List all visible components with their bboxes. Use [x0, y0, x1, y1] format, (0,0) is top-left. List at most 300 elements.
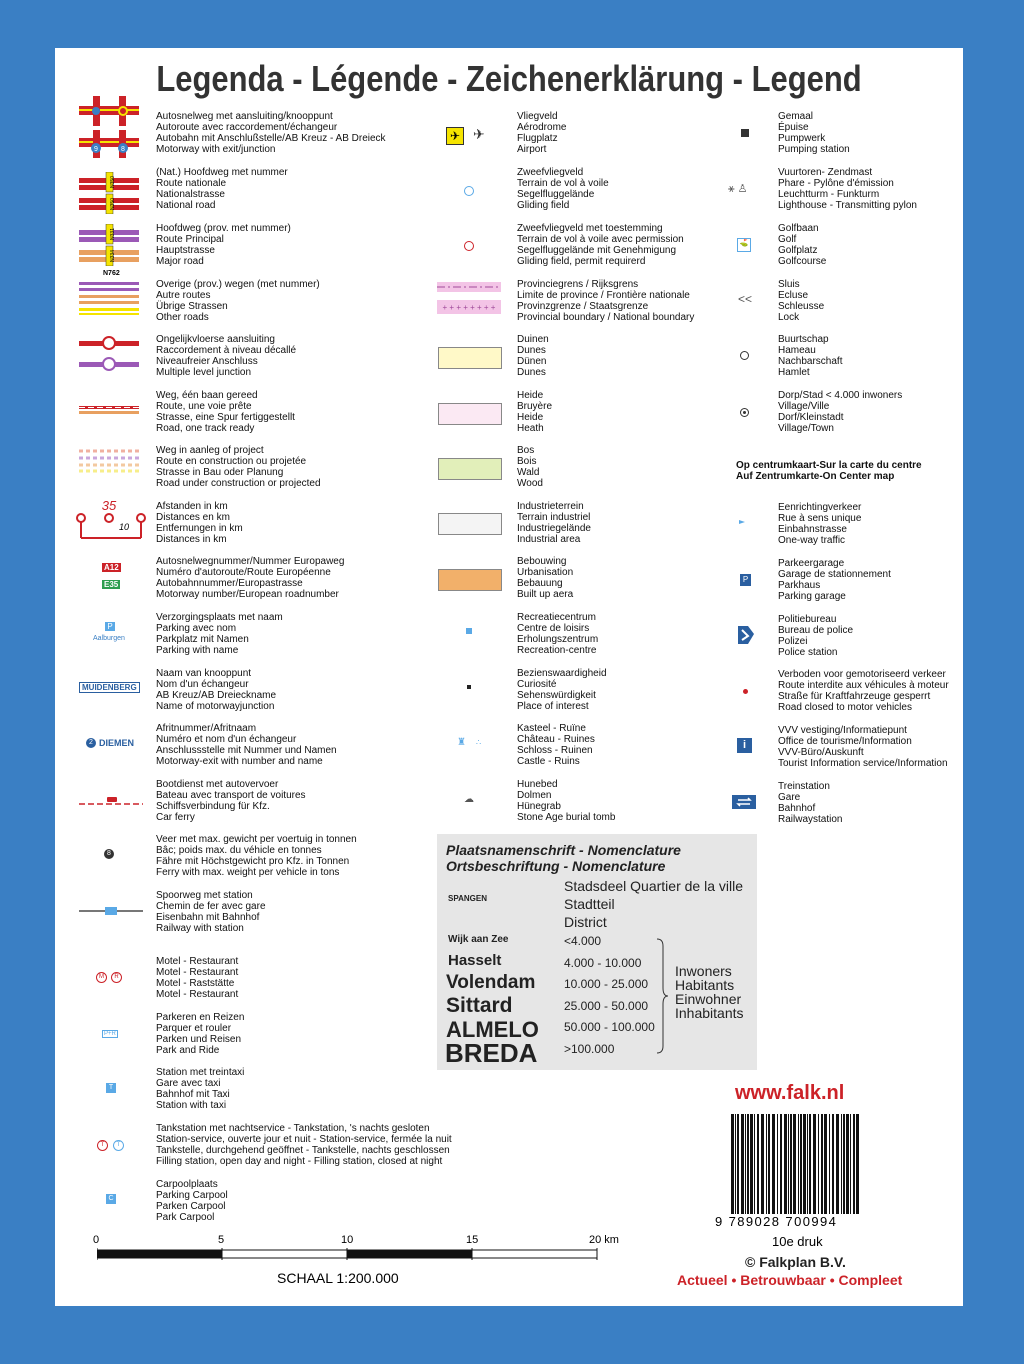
legend-text: Raccordement à niveau décallé [156, 345, 297, 356]
legend-text: Ongelijkvloerse aansluiting [156, 334, 275, 345]
legend-text: Bateau avec transport de voitures [156, 790, 306, 801]
legend-text: Stone Age burial tomb [517, 812, 616, 823]
legend-entry [778, 669, 949, 713]
legend-text: Duinen [517, 334, 549, 345]
legend-text: Road closed to motor vehicles [778, 702, 912, 713]
legend-text: Parkeergarage [778, 558, 845, 569]
legend-entry [778, 167, 917, 211]
edition: 10e druk [772, 1234, 823, 1249]
barcode-bar [829, 1114, 830, 1214]
barcode-bar [788, 1114, 789, 1214]
legend-text: Golfplatz [778, 245, 818, 256]
legend-entry [778, 725, 948, 769]
barcode [729, 1114, 861, 1224]
barcode-bar [777, 1114, 778, 1214]
legend-text: Airport [517, 144, 547, 155]
railway-symbol [79, 906, 143, 916]
scale-tick: 5 [218, 1234, 225, 1246]
golf-icon: ⛳ [737, 238, 751, 252]
european-road-badge: E35 [104, 580, 119, 589]
legend-text: Dunes [517, 367, 546, 378]
legend-text: Nachbarschaft [778, 356, 843, 367]
legend-text: Castle - Ruins [517, 756, 580, 767]
barcode-bar [846, 1114, 849, 1214]
legend-text: Village/Town [778, 423, 834, 434]
airfield-icon: ✈ [473, 126, 485, 142]
legend-text: VVV vestiging/Informatiepunt [778, 725, 907, 736]
legend-text: Built up aera [517, 589, 574, 600]
legend-text: Motel - Restaurant [156, 989, 239, 1000]
legend-text: Hauptstrasse [156, 245, 215, 256]
legend-text: Motel - Restaurant [156, 967, 239, 978]
legend-entry [778, 334, 842, 378]
exit-name: DIEMEN [99, 738, 135, 748]
barcode-bar [757, 1114, 759, 1214]
legend-text: Dünen [517, 356, 547, 367]
legend-text: Strasse, eine Spur fertiggestellt [156, 412, 295, 423]
national-road-symbol [79, 172, 139, 214]
barcode-bar [843, 1114, 845, 1214]
legend-text: Eisenbahn mit Bahnhof [156, 912, 260, 923]
barcode-bar [768, 1114, 770, 1214]
road-construction-symbol [79, 448, 139, 474]
legend-entry [778, 781, 842, 825]
legend-text: Bahnhof [778, 803, 816, 814]
legend-text: Chemin de fer avec gare [156, 901, 266, 912]
legend-text: Provinzgrenze / Staatsgrenze [517, 301, 649, 312]
taxi-icon: T [106, 1083, 116, 1093]
legend-text: One-way traffic [778, 535, 846, 546]
legend-text: Provinciegrens / Rijksgrens [517, 279, 639, 290]
legend-text: Route Principal [156, 234, 224, 245]
gliding-field-icon [464, 186, 474, 196]
legend-entry [156, 223, 291, 267]
legend-entry [778, 223, 826, 267]
legend-text: Verboden voor gemotoriseerd verkeer [778, 669, 946, 680]
legend-text: Parquer et rouler [156, 1023, 232, 1034]
legend-text: Spoorweg met station [156, 890, 253, 901]
barcode-bar [766, 1114, 767, 1214]
legend-text: Golf [778, 234, 797, 245]
legend-text: Motorway with exit/junction [156, 144, 276, 155]
boundary-symbol [437, 282, 501, 318]
legend-text: Lighthouse - Transmitting pylon [778, 200, 917, 211]
scale-tick: 0 [93, 1234, 100, 1246]
page-title: Legenda - Légende - Zeichenerklärung - Legend [156, 58, 862, 99]
legend-text: Parken Carpool [156, 1201, 226, 1212]
legend-text: Anschlussstelle mit Nummer und Namen [156, 745, 337, 756]
recreation-icon [466, 628, 472, 634]
legend-entry [778, 111, 850, 155]
legend-text: Industrieterrein [517, 501, 584, 512]
legend-text: Politiebureau [778, 614, 837, 625]
legend-text: Wood [517, 478, 543, 489]
legend-text: Station met treintaxi [156, 1067, 245, 1078]
legend-text: Parkhaus [778, 580, 821, 591]
town-name: Volendam [446, 972, 536, 993]
legend-text: Hunebed [517, 779, 558, 790]
filling-station-24h-icon: T [97, 1140, 108, 1151]
scale-label: SCHAAL 1:200.000 [277, 1270, 399, 1286]
industrial-swatch [438, 513, 502, 535]
legend-text: Bezienswaardigheid [517, 668, 607, 679]
wood-swatch [438, 458, 502, 480]
legend-entry [517, 779, 615, 823]
legend-text: Hoofdweg (prov. met nummer) [156, 223, 291, 234]
website-link[interactable]: www.falk.nl [735, 1082, 845, 1104]
legend-text: Heath [517, 423, 544, 434]
legend-text: Parking with name [156, 645, 239, 656]
barcode-bar [790, 1114, 792, 1214]
dunes-swatch [438, 347, 502, 369]
legend-text: Vliegveld [517, 111, 558, 122]
legend-text: Garage de stationnement [778, 569, 891, 580]
barcode-bar [803, 1114, 806, 1214]
legend-text: Zweefvliegveld [517, 167, 584, 178]
legend-text: Tourist Information service/Information [778, 758, 948, 769]
barcode-bar [741, 1114, 744, 1214]
legend-text: Numéro et nom d'un échangeur [156, 734, 297, 745]
legend-text: Afstanden in km [156, 501, 228, 512]
town-range: 10.000 - 25.000 [564, 977, 649, 991]
legend-text: Ecluse [778, 290, 809, 301]
legend-text: Multiple level junction [156, 367, 252, 378]
legend-text: Tankstation met nachtservice - Tankstation, 's nachts gesloten [156, 1123, 430, 1134]
legend-text: Phare - Pylône d'émission [778, 178, 894, 189]
legend-text: Curiosité [517, 679, 557, 690]
legend-text: Motel - Raststätte [156, 978, 235, 989]
legend-text: Carpoolplaats [156, 1179, 218, 1190]
legend-text: Autosnelwegnummer/Nummer Europaweg [156, 556, 345, 567]
motorway-number-badge: A12 [104, 563, 119, 572]
legend-text: Bos [517, 445, 535, 456]
one-track-road-symbol [79, 404, 139, 416]
legend-entry [517, 556, 573, 600]
legend-text: Sehenswürdigkeit [517, 690, 596, 701]
legend-text: Name of motorwayjunction [156, 701, 275, 712]
svg-text:+ + + + + + + +: + + + + + + + + [442, 303, 496, 312]
legend-text: Village/Ville [778, 401, 830, 412]
legend-text: Entfernungen in km [156, 523, 243, 534]
legend-text: Nom d'un échangeur [156, 679, 249, 690]
car-ferry-symbol [79, 794, 143, 808]
park-and-ride-icon: P+R [104, 1031, 116, 1037]
police-icon [734, 624, 758, 646]
legend-entry [156, 1123, 452, 1167]
town-name: Sittard [446, 994, 513, 1017]
barcode-bar [784, 1114, 787, 1214]
barcode-bar [850, 1114, 851, 1214]
legend-text: Parkeren en Reizen [156, 1012, 245, 1023]
legend-text: Park Carpool [156, 1212, 215, 1223]
legend-text: Terrain de vol à voile [517, 178, 609, 189]
legend-entry [156, 1067, 244, 1111]
legend-text: Pumpwerk [778, 133, 826, 144]
legend-text: Gliding field [517, 200, 570, 211]
town-range: 25.000 - 50.000 [564, 999, 649, 1013]
legend-entry [156, 556, 344, 600]
restaurant-icon: R [111, 972, 122, 983]
legend-text: Parking garage [778, 591, 846, 602]
legend-entry [778, 614, 853, 658]
legend-entry [517, 334, 549, 378]
legend-text: Wald [517, 467, 540, 478]
town-name: BREDA [445, 1038, 538, 1068]
legend-entry [156, 445, 321, 489]
legend-text: Urbanisation [517, 567, 574, 578]
barcode-bar [750, 1114, 753, 1214]
legend-entry [156, 334, 296, 378]
legend-text: Industriegelände [517, 523, 591, 534]
legend-text: Weg in aanleg of project [156, 445, 264, 456]
legend-text: Motorway-exit with number and name [156, 756, 323, 767]
legend-text: Car ferry [156, 812, 195, 823]
legend-text: Aérodrome [517, 122, 567, 133]
legend-entry [156, 668, 276, 712]
barcode-bar [856, 1114, 859, 1214]
legend-entry [517, 723, 595, 767]
legend-text: Overige (prov.) wegen (met nummer) [156, 279, 320, 290]
legend-text: Bebauung [517, 578, 563, 589]
place-of-interest-icon [467, 685, 471, 689]
legend-text: Parking avec nom [156, 623, 237, 634]
legend-text: Autre routes [156, 290, 211, 301]
legend-text: Kasteel - Ruïne [517, 723, 586, 734]
legend-text: Other roads [156, 312, 209, 323]
legend-text: Schloss - Ruinen [517, 745, 593, 756]
legend-entry [156, 501, 243, 545]
legend-text: Golfbaan [778, 223, 819, 234]
legend-text: Hamlet [778, 367, 810, 378]
legend-text: Leuchtturm - Funkturm [778, 189, 880, 200]
barcode-bar [747, 1114, 749, 1214]
legend-text: Polizei [778, 636, 808, 647]
legend-text: Strasse in Bau oder Planung [156, 467, 284, 478]
scale-tick: 15 [466, 1234, 479, 1246]
legend-text: Road, one track ready [156, 423, 255, 434]
barcode-bar [793, 1114, 796, 1214]
heath-swatch [438, 403, 502, 425]
legend-entry [778, 390, 902, 434]
barcode-bar [818, 1114, 819, 1214]
motorway-symbol [79, 96, 139, 158]
legend-text: Recreation-centre [517, 645, 597, 656]
legend-text: Heide [517, 390, 544, 401]
barcode-bar [761, 1114, 764, 1214]
legend-text: Einbahnstrasse [778, 524, 847, 535]
legend-text: Bâc; poids max. du véhicle en tonnes [156, 845, 322, 856]
district-sample: SPANGEN [448, 894, 487, 903]
legend-text: Zweefvliegveld met toestemming [517, 223, 663, 234]
legend-text: Gliding field, permit requirerd [517, 256, 646, 267]
legend-text: Distances en km [156, 512, 230, 523]
district-label: Stadtteil [564, 896, 615, 912]
road-number: N334 [110, 250, 116, 262]
legend-entry [517, 279, 694, 323]
legend-text: Autobahnnummer/Europastrasse [156, 578, 303, 589]
filling-station-icon: T [113, 1140, 124, 1151]
legend-text: Dorp/Stad < 4.000 inwoners [778, 390, 903, 401]
train-station-icon [732, 795, 756, 809]
barcode-bar [836, 1114, 839, 1214]
legend-text: Fähre mit Höchstgewicht pro Kfz. in Tonnen [156, 856, 350, 867]
legend-text: Gare [778, 792, 801, 803]
legend-text: Straße für Kraftfahrzeuge gesperrt [778, 691, 931, 702]
parking-icon: P [105, 622, 115, 631]
scale-tick: 20 km [589, 1234, 619, 1246]
center-map-header: Op centrumkaart-Sur la carte du centre Auf Zentrumkarte-On Center map [736, 460, 922, 482]
legend-text: Major road [156, 256, 204, 267]
exit-number: 9 [94, 146, 98, 153]
legend-text: Lock [778, 312, 800, 323]
town-name: Hasselt [448, 952, 502, 969]
legend-text: Rue à sens unique [778, 513, 862, 524]
nomenclature-box [437, 834, 757, 1070]
legend-text: Hameau [778, 345, 816, 356]
legend-text: Segelfluggelände [517, 189, 595, 200]
legend-text: Bruyère [517, 401, 553, 412]
gliding-permit-icon [464, 241, 474, 251]
other-roads-symbol [79, 280, 139, 316]
exit-number-icon: 2 [86, 738, 96, 748]
legend-text: Heide [517, 412, 544, 423]
legend-text: Parken und Reisen [156, 1034, 242, 1045]
legend-text: Buurtschap [778, 334, 829, 345]
legend-text: VVV-Büro/Auskunft [778, 747, 864, 758]
legend-text: Route, une voie prête [156, 401, 252, 412]
inhabitants-label: Inwoners Habitants Einwohner Inhabitants [675, 963, 744, 1021]
road-number-label: N762 [103, 270, 120, 277]
barcode-bar [798, 1114, 799, 1214]
barcode-bar [780, 1114, 782, 1214]
legend-text: Dolmen [517, 790, 552, 801]
dolmen-icon: ☁ [464, 794, 474, 805]
legend-text: Station-service, ouverte jour et nuit - Station-service, fermée la nuit [156, 1134, 452, 1145]
barcode-bar [813, 1114, 816, 1214]
legend-entry [517, 445, 543, 489]
legend-text: Bootdienst met autovervoer [156, 779, 279, 790]
legend-text: Treinstation [778, 781, 830, 792]
major-road-symbol [79, 224, 139, 266]
legend-text: Flugplatz [517, 133, 558, 144]
road-number: N331 [110, 228, 116, 240]
barcode-bar [832, 1114, 834, 1214]
copyright: © Falkplan B.V. [745, 1254, 846, 1270]
legend-entry [156, 779, 306, 823]
parking-name: Aalburgen [93, 635, 125, 642]
town-name: Wijk aan Zee [448, 934, 509, 945]
legend-text: Golfcourse [778, 256, 827, 267]
legend-text: Parkplatz mit Namen [156, 634, 249, 645]
junction-symbol [79, 334, 139, 374]
barcode-bar [821, 1114, 823, 1214]
barcode-bar [809, 1114, 811, 1214]
legend-text: Industrial area [517, 534, 581, 545]
legend-text: Terrain de vol à voile avec permission [517, 234, 684, 245]
legend-text: Station with taxi [156, 1100, 227, 1111]
pumping-station-icon [741, 129, 749, 137]
legend-text: Terrain industriel [517, 512, 591, 523]
town-name: ALMELO [446, 1017, 539, 1042]
parking-garage-icon: P [740, 574, 751, 586]
barcode-bar [745, 1114, 746, 1214]
nomenclature-heading: Ortsbeschriftung - Nomenclature [446, 858, 666, 874]
info-icon: i [737, 738, 752, 753]
distance-symbol [75, 496, 149, 540]
legend-text: Übrige Strassen [156, 301, 228, 312]
barcode-bar [800, 1114, 802, 1214]
legend-entry [156, 890, 266, 934]
legend-text: Veer met max. gewicht per voertuig in tonnen [156, 834, 357, 845]
legend-text: Place of interest [517, 701, 589, 712]
legend-text: (Nat.) Hoofdweg met nummer [156, 167, 288, 178]
legend-text: Schiffsverbindung für Kfz. [156, 801, 270, 812]
legend-text: Vuurtoren- Zendmast [778, 167, 873, 178]
motel-icon: M [96, 972, 107, 983]
legend-text: Recreatiecentrum [517, 612, 596, 623]
legend-text: Naam van knooppunt [156, 668, 252, 679]
legend-text: Bahnhof mit Taxi [156, 1089, 230, 1100]
legend-text: Route en construction ou projetée [156, 456, 307, 467]
legend-entry [517, 167, 609, 211]
legend-entry [156, 1179, 228, 1223]
legend-text: Dorf/Kleinstadt [778, 412, 844, 423]
legend-text: Segelfluggelände mit Genehmigung [517, 245, 676, 256]
distance-total: 35 [101, 498, 117, 513]
barcode-bar [841, 1114, 842, 1214]
legend-entry [156, 612, 283, 656]
lighthouse-icon: ⚹ ♙ [728, 183, 748, 195]
ruins-icon: ∴ [476, 738, 482, 747]
legend-text: Château - Ruines [517, 734, 595, 745]
town-range: <4.000 [564, 934, 602, 948]
legend-entry [778, 502, 861, 546]
town-range: 50.000 - 100.000 [564, 1020, 655, 1034]
legend-entry [778, 558, 891, 602]
barcode-bar [824, 1114, 827, 1214]
legend-text: Road under construction or projected [156, 478, 321, 489]
legend-entry [156, 111, 386, 155]
hamlet-icon [740, 351, 749, 360]
legend-text: Nationalstrasse [156, 189, 225, 200]
legend-text: Sluis [778, 279, 800, 290]
legend-entry [156, 723, 337, 767]
legend-text: AB Kreuz/AB Dreieckname [156, 690, 277, 701]
legend-text: Route interdite aux véhicules à moteur [778, 680, 949, 691]
legend-text: Tankstelle, durchgehend geöffnet - Tankstelle, nachts geschlossen [156, 1145, 450, 1156]
legend-entry [156, 279, 320, 323]
exit-number: 8 [121, 146, 125, 153]
barcode-bar [754, 1114, 755, 1214]
barcode-bar [735, 1114, 736, 1214]
scale-tick: 10 [341, 1234, 354, 1246]
legend-text: Erholungszentrum [517, 634, 599, 645]
legend-text: Railwaystation [778, 814, 843, 825]
legend-entry [517, 501, 591, 545]
nomenclature-heading: Plaatsnamenschrift - Nomenclature [446, 842, 681, 858]
legend-text: Eenrichtingverkeer [778, 502, 862, 513]
distance-segment: 10 [118, 522, 130, 532]
legend-text: Motorway number/European roadnumber [156, 589, 339, 600]
barcode-bar [737, 1114, 739, 1214]
legend-entry [778, 279, 824, 323]
legend-text: Dunes [517, 345, 546, 356]
airport-icon: ✈ [446, 127, 464, 145]
legend-text: Bureau de police [778, 625, 854, 636]
legend-text: Park and Ride [156, 1045, 220, 1056]
legend-text: National road [156, 200, 216, 211]
barcode-bar [772, 1114, 775, 1214]
